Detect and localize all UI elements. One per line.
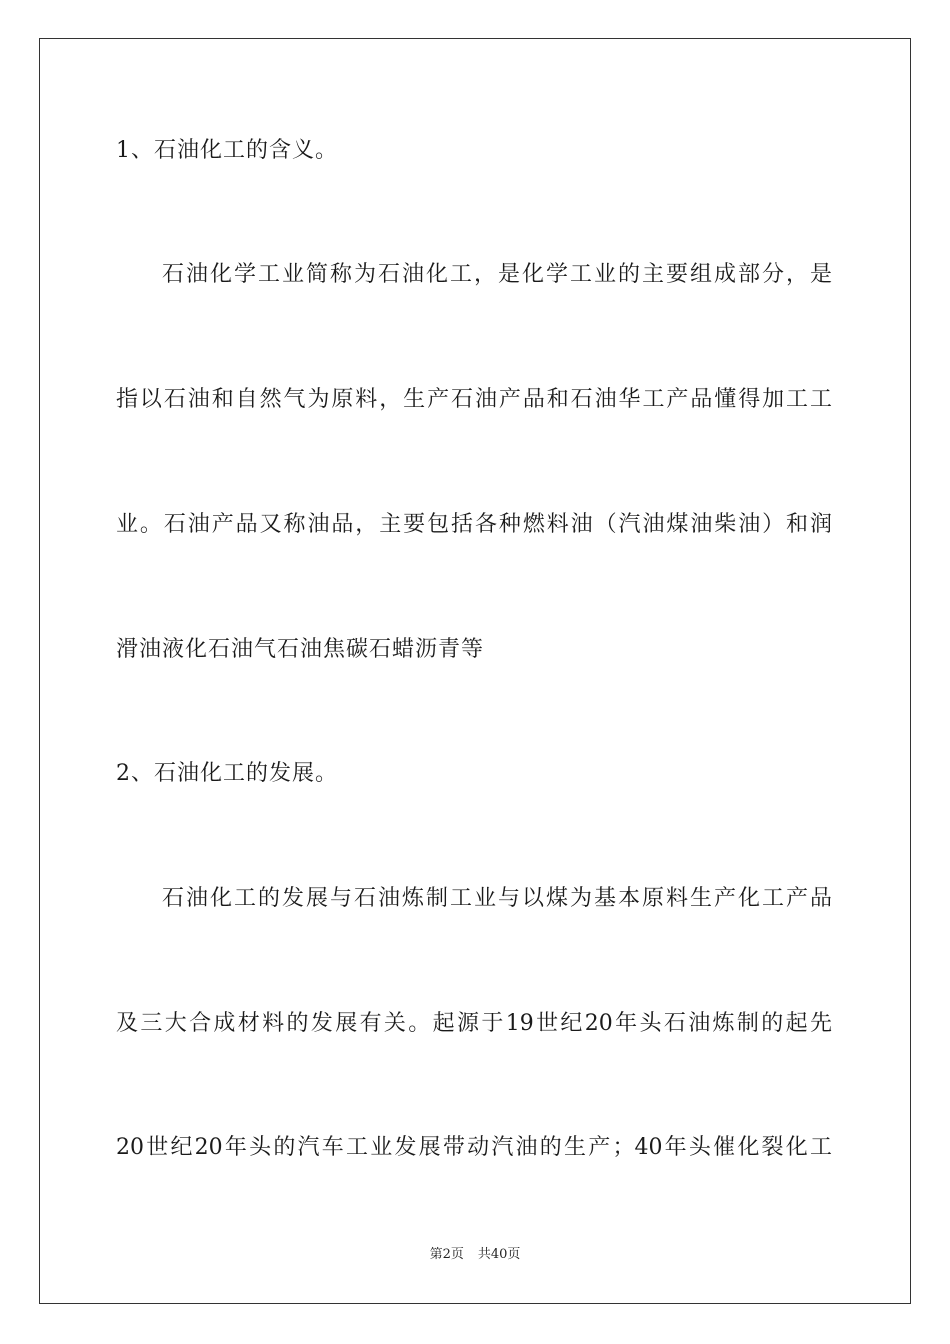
page-number: 第2页 — [429, 1247, 464, 1262]
page-footer — [0, 1246, 950, 1264]
paragraph-1-line-3: 业。石油产品又称油品，主要包括各种燃料油（汽油煤油柴油）和润 — [116, 512, 832, 537]
heading-2: 2、石油化工的发展。 — [116, 761, 338, 786]
paragraph-1-line-2: 指以石油和自然气为原料，生产石油产品和石油华工产品懂得加工工 — [116, 387, 832, 412]
paragraph-2-line-2: 及三大合成材料的发展有关。起源于19世纪20年头石油炼制的起先 — [116, 1011, 832, 1036]
paragraph-1-line-1: 石油化学工业简称为石油化工，是化学工业的主要组成部分，是 — [162, 262, 832, 287]
paragraph-1-line-4: 滑油液化石油气石油焦碳石蜡沥青等 — [116, 637, 485, 662]
page-border — [39, 38, 911, 1304]
paragraph-2-line-1: 石油化工的发展与石油炼制工业与以煤为基本原料生产化工产品 — [162, 886, 832, 911]
heading-1: 1、石油化工的含义。 — [116, 138, 338, 163]
page-total: 共40页 — [477, 1247, 521, 1262]
paragraph-2-line-3: 20世纪20年头的汽车工业发展带动汽油的生产；40年头催化裂化工 — [116, 1135, 833, 1160]
